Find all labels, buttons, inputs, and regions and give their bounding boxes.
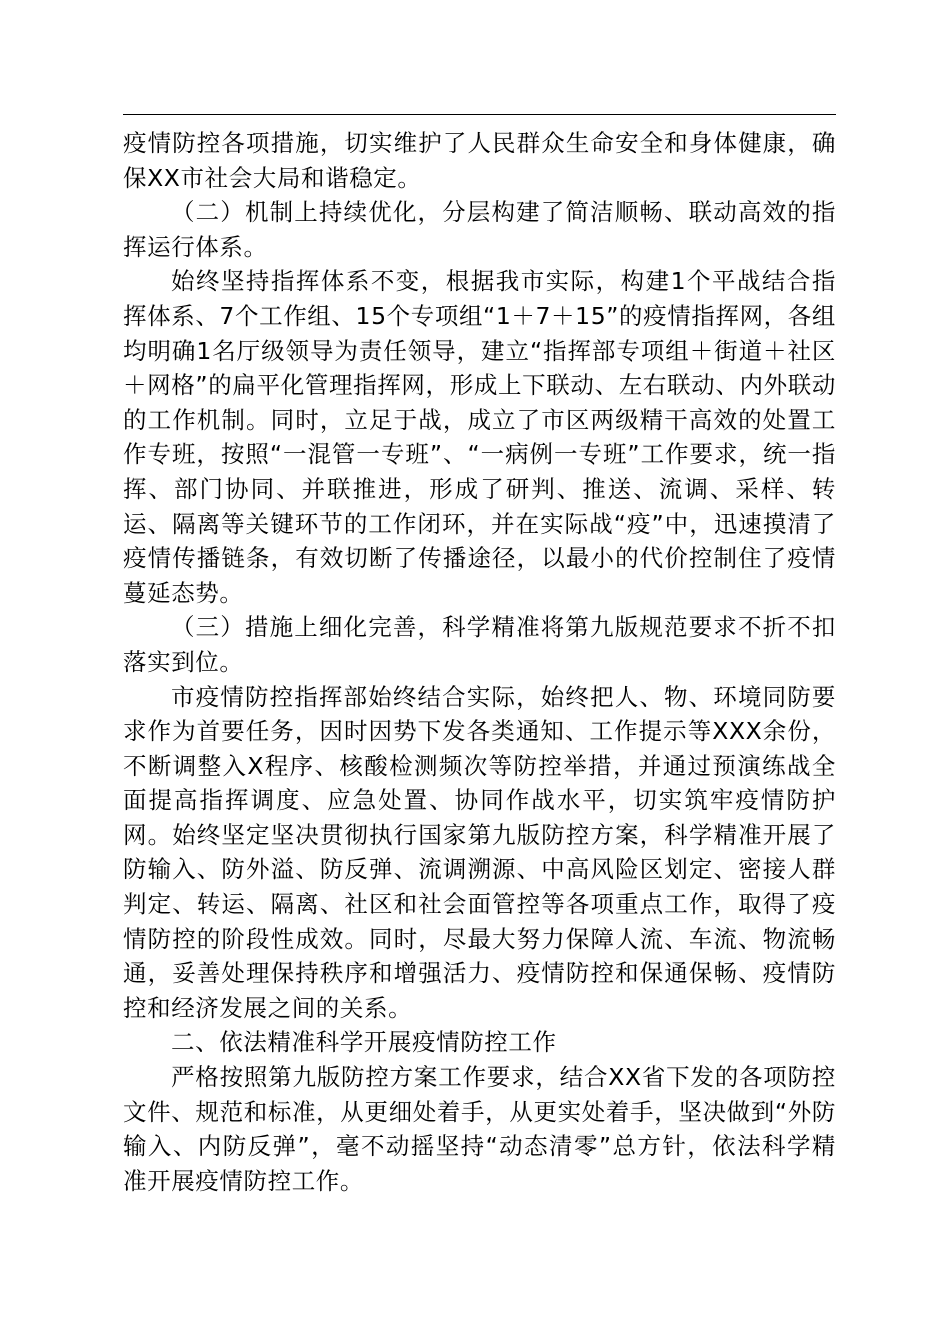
subheading-measures: （三）措施上细化完善，科学精准将第九版规范要求不折不扣落实到位。: [123, 613, 836, 676]
header-rule: [123, 114, 836, 115]
document-body: [123, 126, 836, 1198]
paragraph-continuation: 疫情防控各项措施，切实维护了人民群众生命安全和身体健康，确保XX市社会大局和谐稳定。: [123, 129, 836, 192]
paragraph-command-system: 始终坚持指挥体系不变，根据我市实际，构建1个平战结合指挥体系、7个工作组、15个专项组“1＋7＋15”的疫情指挥网，各组均明确1名厅级领导为责任领导，建立“指挥部专项组＋街道＋社区＋网格”的扁平化管理指挥网，形成上下联动、左右联动、内外联动的工作机制。同时，立足于战，成立了市区两级精干高效的处置工作专班，按照“一混管一专班”、“一病例一专班”工作要求，统一指挥、部门协同、并联推进，形成了研判、推送、流调、采样、转运、隔离等关键环节的工作闭环，并在实际战“疫”中，迅速摸清了疫情传播链条，有效切断了传播途径，以最小的代价控制住了疫情蔓延态势。: [123, 267, 836, 607]
paragraph-measures: 市疫情防控指挥部始终结合实际，始终把人、物、环境同防要求作为首要任务，因时因势下发各类通知、工作提示等XXX余份，不断调整入X程序、核酸检测频次等防控举措，并通过预演练战全面提高指挥调度、应急处置、协同作战水平，切实筑牢疫情防护网。始终坚定坚决贯彻执行国家第九版防控方案，科学精准开展了防输入、防外溢、防反弹、流调溯源、中高风险区划定、密接人群判定、转运、隔离、社区和社会面管控等各项重点工作，取得了疫情防控的阶段性成效。同时，尽最大努力保障人流、车流、物流畅通，妥善处理保持秩序和增强活力、疫情防控和保通保畅、疫情防控和经济发展之间的关系。: [123, 682, 836, 1022]
paragraph-section-2-body: 严格按照第九版防控方案工作要求，结合XX省下发的各项防控文件、规范和标准，从更细处着手，从更实处着手，坚决做到“外防输入、内防反弹”，毫不动摇坚持“动态清零”总方针，依法科学精准开展疫情防控工作。: [123, 1063, 836, 1195]
subheading-mechanism: （二）机制上持续优化，分层构建了简洁顺畅、联动高效的指挥运行体系。: [123, 198, 836, 261]
section-heading-2: 二、依法精准科学开展疫情防控工作: [171, 1028, 557, 1057]
